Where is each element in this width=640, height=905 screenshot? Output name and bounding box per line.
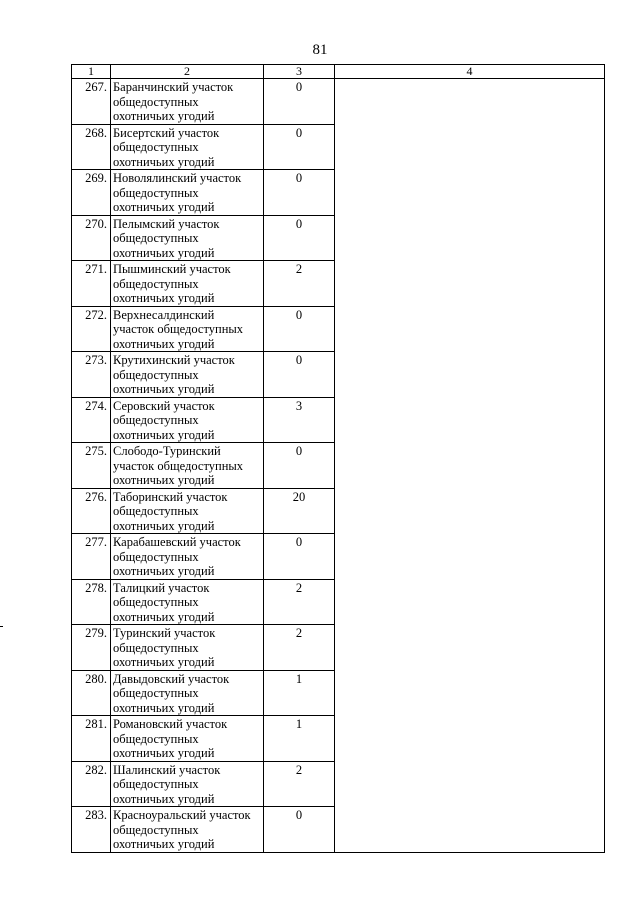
area-name-line: общедоступных — [113, 504, 199, 518]
row-number: 278. — [72, 579, 111, 625]
area-name-line: общедоступных — [113, 413, 199, 427]
area-name — [111, 170, 264, 216]
area-name-line: общедоступных — [113, 231, 199, 245]
area-name-line: охотничьих угодий — [113, 609, 215, 624]
area-name-line: общедоступных — [113, 94, 199, 109]
area-name-line: Новолялинский участок — [113, 171, 242, 185]
area-name-line: общедоступных — [113, 731, 199, 746]
quota-value: 1 — [264, 716, 335, 762]
column-header-4: 4 — [335, 65, 605, 79]
quota-value: 0 — [264, 352, 335, 398]
area-name-line: Карабашевский участок — [113, 535, 241, 549]
quota-value: 0 — [264, 306, 335, 352]
row-number: 280. — [72, 670, 111, 716]
area-name-line: Баранчинский участок — [113, 80, 234, 94]
area-name — [111, 79, 264, 125]
margin-mark — [0, 626, 3, 627]
area-name-line: Талицкий участок — [113, 580, 210, 595]
area-name — [111, 352, 264, 398]
area-name-line: Бисертский участок — [113, 125, 220, 140]
area-name-line: охотничьих угодий — [113, 291, 215, 305]
area-name-line: общедоступных — [113, 367, 199, 382]
area-name-line: охотничьих угодий — [113, 473, 215, 487]
area-name-line: общедоступных — [113, 822, 199, 837]
table-header — [72, 65, 605, 79]
area-name — [111, 761, 264, 807]
area-name — [111, 670, 264, 716]
area-name-line: Верхнесалдинский — [113, 307, 215, 322]
page-number: 81 — [312, 42, 328, 58]
area-name — [111, 625, 264, 671]
area-name-line: Туринский участок — [113, 626, 216, 640]
hunting-grounds-table — [71, 64, 605, 853]
row-number: 268. — [72, 124, 111, 170]
area-name-line: Серовский участок — [113, 398, 215, 413]
area-name-line: общедоступных — [113, 686, 199, 700]
quota-value: 2 — [264, 579, 335, 625]
column-header-2: 2 — [111, 65, 264, 79]
row-number: 279. — [72, 625, 111, 671]
row-number: 281. — [72, 716, 111, 762]
area-name-line: Шалинский участок — [113, 762, 221, 777]
area-name-line: охотничьих угодий — [113, 154, 215, 169]
quota-value: 2 — [264, 261, 335, 307]
column-header-3: 3 — [264, 65, 335, 79]
row-number: 273. — [72, 352, 111, 398]
area-name-line: охотничьих угодий — [113, 427, 215, 442]
area-name — [111, 397, 264, 443]
area-name — [111, 579, 264, 625]
area-name-line: Пышминский участок — [113, 262, 231, 276]
area-name-line: общедоступных — [113, 777, 199, 791]
quota-value: 0 — [264, 124, 335, 170]
area-name-line: охотничьих угодий — [113, 336, 215, 351]
row-number: 275. — [72, 443, 111, 489]
area-name-line: Давыдовский участок — [113, 671, 230, 686]
area-name — [111, 306, 264, 352]
area-name — [111, 488, 264, 534]
row-number: 267. — [72, 79, 111, 125]
area-name-line: охотничьих угодий — [113, 109, 215, 123]
area-name-line: участок общедоступных — [113, 322, 244, 336]
quota-value: 0 — [264, 79, 335, 125]
row-number: 282. — [72, 761, 111, 807]
quota-value: 3 — [264, 397, 335, 443]
area-name — [111, 716, 264, 762]
area-name-line: Таборинский участок — [113, 489, 228, 504]
area-name-line: Крутихинский участок — [113, 353, 235, 367]
area-name — [111, 261, 264, 307]
area-name — [111, 124, 264, 170]
area-name-line: охотничьих угодий — [113, 655, 215, 669]
row-number: 283. — [72, 807, 111, 853]
quota-value: 0 — [264, 807, 335, 853]
area-name-line: охотничьих угодий — [113, 564, 215, 578]
quota-value: 2 — [264, 761, 335, 807]
area-name — [111, 534, 264, 580]
table-body — [72, 79, 605, 853]
row-number: 269. — [72, 170, 111, 216]
quota-value: 0 — [264, 170, 335, 216]
area-name-line: охотничьих угодий — [113, 746, 215, 760]
area-name-line: охотничьих угодий — [113, 382, 215, 396]
area-name-line: общедоступных — [113, 276, 199, 291]
row-number: 270. — [72, 215, 111, 261]
area-name — [111, 215, 264, 261]
row-number: 271. — [72, 261, 111, 307]
quota-value: 0 — [264, 443, 335, 489]
table-row — [72, 79, 605, 125]
area-name — [111, 807, 264, 853]
quota-value: 2 — [264, 625, 335, 671]
area-name-line: охотничьих угодий — [113, 700, 215, 715]
area-name — [111, 443, 264, 489]
column-header-1: 1 — [72, 65, 111, 79]
area-name-line: охотничьих угодий — [113, 245, 215, 260]
area-name-line: охотничьих угодий — [113, 200, 215, 214]
quota-value: 20 — [264, 488, 335, 534]
area-name-line: участок общедоступных — [113, 458, 244, 473]
area-name-line: Красноуральский участок — [113, 808, 251, 822]
area-name-line: общедоступных — [113, 549, 199, 564]
area-name-line: общедоступных — [113, 140, 199, 154]
quota-value: 0 — [264, 215, 335, 261]
area-name-line: общедоступных — [113, 185, 199, 200]
row-number: 277. — [72, 534, 111, 580]
quota-value: 1 — [264, 670, 335, 716]
area-name-line: общедоступных — [113, 595, 199, 609]
notes-cell — [335, 79, 605, 853]
area-name-line: Пелымский участок — [113, 216, 220, 231]
row-number: 274. — [72, 397, 111, 443]
area-name-line: охотничьих угодий — [113, 518, 215, 533]
area-name-line: охотничьих угодий — [113, 837, 215, 851]
area-name-line: охотничьих угодий — [113, 791, 215, 806]
row-number: 272. — [72, 306, 111, 352]
area-name-line: Слободо-Туринский — [113, 444, 221, 458]
area-name-line: Романовский участок — [113, 717, 228, 731]
row-number: 276. — [72, 488, 111, 534]
area-name-line: общедоступных — [113, 640, 199, 655]
quota-value: 0 — [264, 534, 335, 580]
